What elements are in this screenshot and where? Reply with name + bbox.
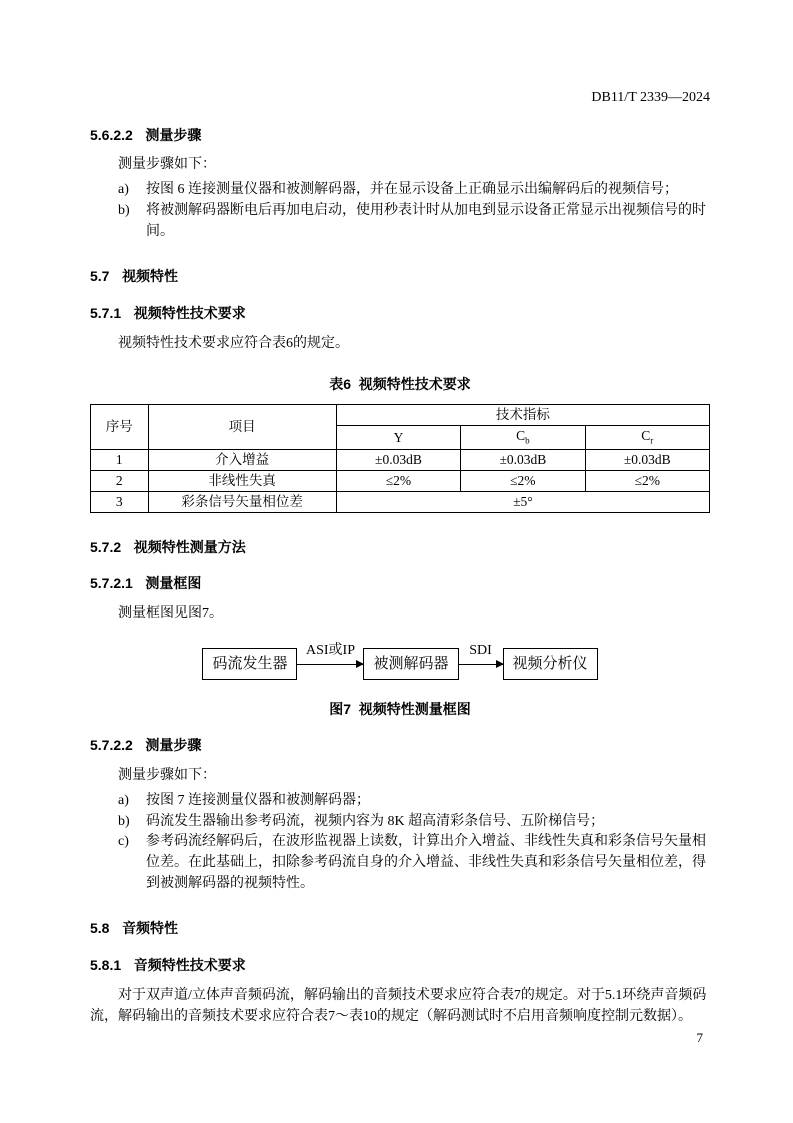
doc-number: DB11/T 2339—2024 — [591, 90, 710, 105]
heading-number: 5.7.2.1 — [90, 575, 133, 592]
cb-main: C — [516, 428, 526, 444]
table-cell: 介入增益 — [148, 449, 336, 470]
heading-title: 音频特性技术要求 — [133, 957, 246, 974]
list-item — [118, 180, 710, 201]
heading-5-7-1 — [90, 303, 710, 324]
flow-connector — [297, 642, 363, 681]
list-item-text: 将被测解码器断电后再加电启动，使用秒表计时从加电到显示设备正常显示出视频信号的时间。 — [146, 202, 706, 239]
heading-5-8-1 — [90, 955, 710, 976]
heading-number: 5.8 — [90, 920, 110, 937]
table-cell: 非线性失真 — [148, 470, 336, 491]
table-cell: ±0.03dB — [585, 449, 709, 470]
arrow-label: ASI或IP — [305, 642, 355, 658]
heading-5-7 — [90, 266, 710, 287]
table-cell: 彩条信号矢量相位差 — [148, 491, 336, 512]
heading-5-7-2-2 — [90, 735, 710, 756]
table-caption: 表6 视频特性技术要求 — [329, 376, 471, 393]
paragraph: 视频特性技术要求应符合表6的规定。 — [118, 335, 349, 351]
list-item-text: 按图 7 连接测量仪器和被测解码器； — [146, 792, 370, 808]
right-arrow-icon — [297, 664, 363, 665]
heading-title: 测量步骤 — [145, 737, 202, 754]
heading-5-6-2-2 — [90, 125, 710, 146]
ordered-list — [118, 180, 710, 242]
heading-5-7-2-1 — [90, 573, 710, 594]
table-row — [91, 470, 710, 491]
heading-5-7-2 — [90, 537, 710, 558]
heading-title: 测量框图 — [145, 575, 202, 592]
flow-box-video-analyzer: 视频分析仪 — [503, 648, 598, 680]
heading-title: 视频特性 — [122, 268, 179, 285]
table6 — [90, 404, 710, 512]
table-cell: ≤2% — [585, 470, 709, 491]
column-header-cb — [461, 426, 585, 449]
cb-sub: b — [525, 435, 530, 446]
paragraph: 测量框图见图7。 — [118, 606, 223, 621]
heading-title: 视频特性技术要求 — [133, 305, 246, 322]
heading-number: 5.7 — [90, 268, 110, 285]
list-item — [118, 791, 710, 812]
table-cell: 1 — [91, 449, 149, 470]
cr-main: C — [641, 428, 651, 444]
heading-title: 测量步骤 — [145, 126, 202, 143]
list-item-text: 码流发生器输出参考码流，视频内容为 8K 超高清彩条信号、五阶梯信号； — [146, 813, 605, 829]
heading-title: 视频特性测量方法 — [133, 538, 246, 555]
page-number: 7 — [696, 1029, 703, 1045]
heading-number: 5.7.2.2 — [90, 737, 133, 754]
list-item-label: a) — [118, 182, 129, 198]
heading-number: 5.7.1 — [90, 305, 122, 322]
table-cell: ±0.03dB — [461, 449, 585, 470]
table-cell: 2 — [91, 470, 149, 491]
list-item-label: b) — [118, 813, 130, 829]
list-item-label: b) — [118, 202, 130, 218]
figure-caption: 图7 视频特性测量框图 — [329, 700, 471, 717]
list-item — [118, 832, 710, 894]
heading-number: 5.6.2.2 — [90, 126, 133, 143]
heading-number: 5.8.1 — [90, 957, 122, 974]
column-header-seq: 序号 — [91, 405, 149, 449]
table-cell: ±0.03dB — [336, 449, 460, 470]
column-header-item: 项目 — [148, 405, 336, 449]
arrow-label: SDI — [469, 642, 492, 658]
paragraph-intro: 测量步骤如下： — [118, 768, 216, 784]
paragraph: 对于双声道/立体声音频码流，解码输出的音频技术要求应符合表7的规定。对于5.1环绕声音频码流，解码输出的音频技术要求应符合表7～表10的规定（解码测试时不启用音频响度控制元数据）。 — [90, 987, 707, 1024]
table-cell: 3 — [91, 491, 149, 512]
table-cell: ±5° — [336, 491, 709, 512]
table-row — [91, 449, 710, 470]
flow-connector — [459, 642, 503, 681]
column-header-cr — [585, 426, 709, 449]
column-header-tech: 技术指标 — [336, 405, 709, 426]
flow-box-stream-generator: 码流发生器 — [202, 648, 297, 680]
list-item — [118, 812, 710, 833]
list-item-label: a) — [118, 792, 129, 808]
column-header-y: Y — [336, 426, 460, 449]
heading-number: 5.7.2 — [90, 538, 122, 555]
list-item-text: 按图 6 连接测量仪器和被测解码器，并在显示设备上正确显示出编解码后的视频信号； — [146, 182, 678, 198]
figure7-diagram — [90, 642, 710, 681]
paragraph-intro: 测量步骤如下： — [118, 157, 216, 173]
list-item-text: 参考码流经解码后，在波形监视器上读数，计算出介入增益、非线性失真和彩条信号矢量相位差。在此基础上，扣除参考码流自身的介入增益、非线性失真和彩条信号矢量相位差，得到被测解码器的视频特性。 — [146, 834, 706, 891]
heading-5-8 — [90, 918, 710, 939]
list-item-label: c) — [118, 834, 129, 850]
flow-box-decoder-under-test: 被测解码器 — [363, 648, 458, 680]
table-cell: ≤2% — [461, 470, 585, 491]
heading-title: 音频特性 — [122, 920, 179, 937]
table-header-row — [91, 405, 710, 426]
list-item — [118, 201, 710, 242]
table-row — [91, 491, 710, 512]
ordered-list — [118, 791, 710, 895]
right-arrow-icon — [459, 664, 503, 665]
table-cell: ≤2% — [336, 470, 460, 491]
cr-sub: r — [650, 435, 654, 446]
